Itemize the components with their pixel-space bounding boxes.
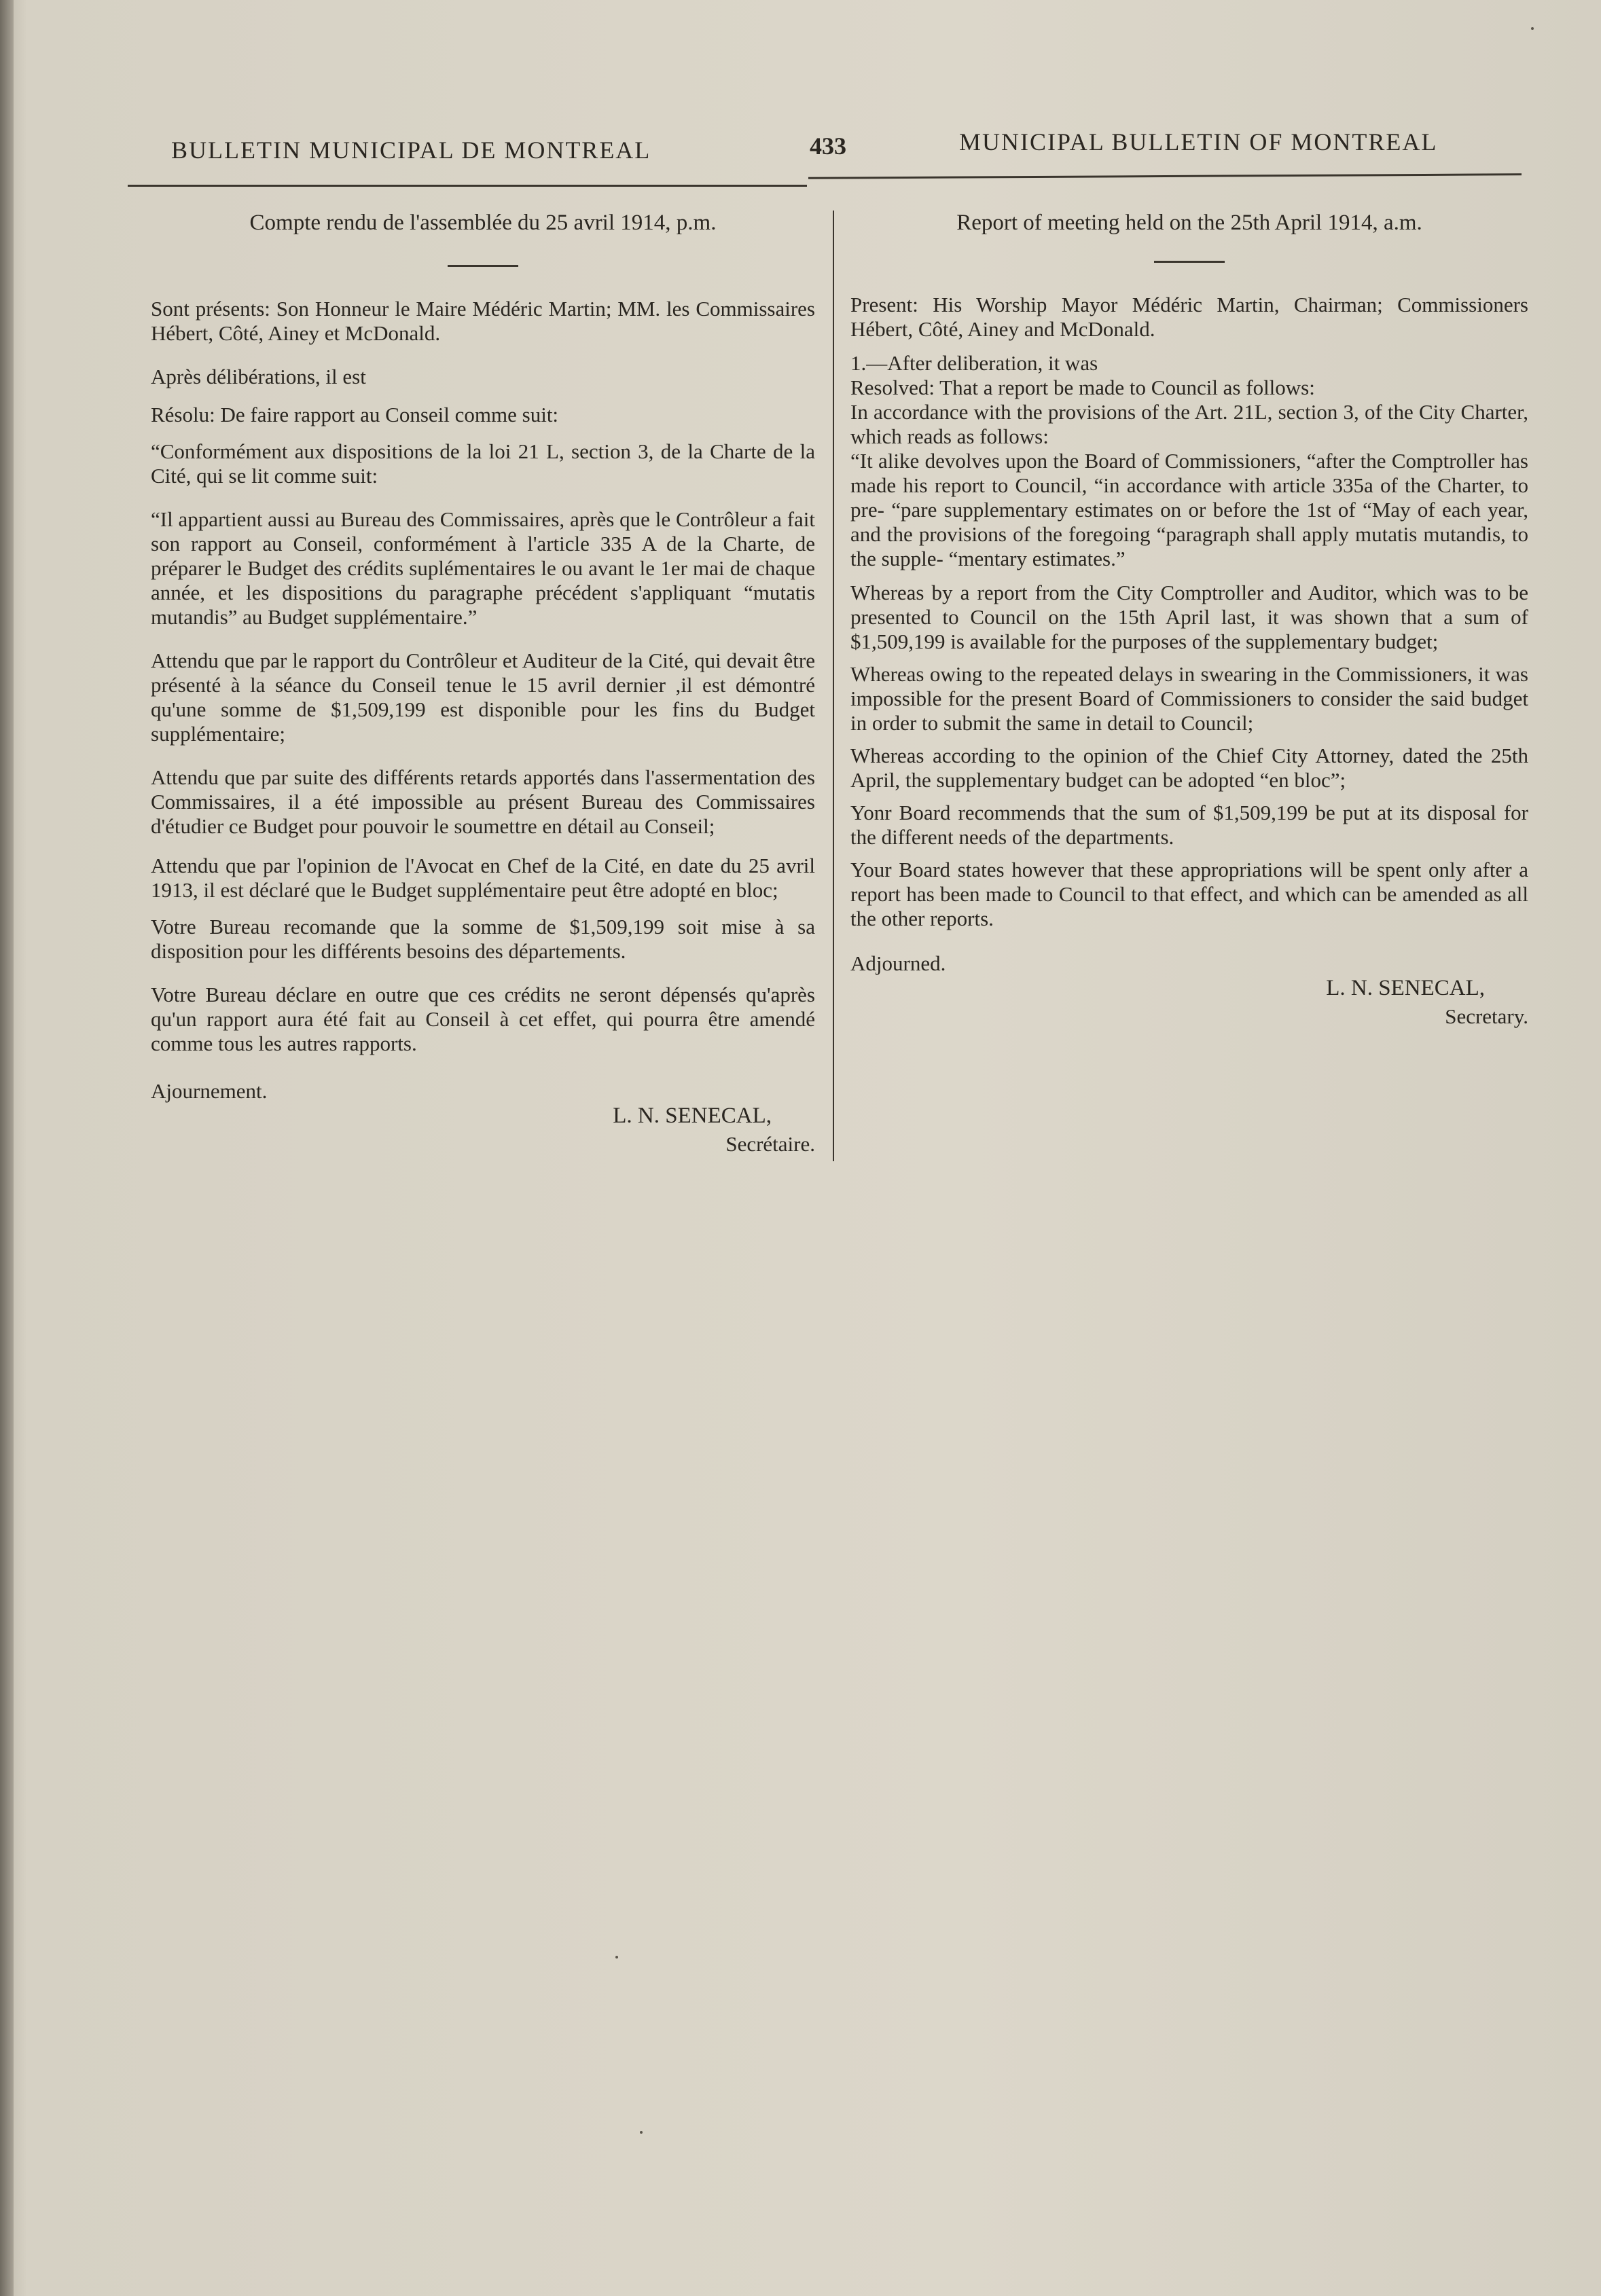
- french-adjourn: Ajournement.: [151, 1079, 268, 1103]
- english-paragraph: Resolved: That a report be made to Council as follows:: [850, 376, 1315, 399]
- paper-speck: [1531, 27, 1534, 30]
- french-paragraph: Attendu que par le rapport du Contrôleur et Auditeur de la Cité, qui devait être présenté à la séance du Conseil tenue le 15 avril dernier ,il est démontré qu'une somme de $1,509,199 est disponible pour les fins du Budget supplémentaire;: [151, 649, 815, 746]
- paper-speck: [640, 2131, 643, 2134]
- english-column: [850, 211, 1528, 1029]
- english-paragraph: Whereas according to the opinion of the Chief City Attorney, dated the 25th April, the supplementary budget can be adopted “en bloc”;: [850, 744, 1528, 792]
- english-paragraph: Your Board states however that these appropriations will be spent only after a report has been made to Council to that effect, and which can be amended as all the other reports.: [850, 858, 1528, 930]
- english-adjourn: Adjourned.: [850, 951, 946, 975]
- page-number: 433: [810, 132, 846, 160]
- french-paragraph: Après délibérations, il est: [151, 365, 366, 388]
- paper-speck: [615, 1956, 618, 1958]
- column-divider: [833, 211, 834, 1161]
- header-rule-right: [808, 173, 1522, 179]
- header-rule-left: [128, 185, 807, 187]
- english-paragraph: Yonr Board recommends that the sum of $1,509,199 be put at its disposal for the different needs of the departments.: [850, 801, 1528, 849]
- french-column: [151, 211, 815, 1156]
- french-signature: [151, 1104, 815, 1156]
- english-paragraph: “It alike devolves upon the Board of Commissioners, “after the Comptroller has made his report to Council, “in accordance with article 335a of the Charter, to pre- “pare supplementary estimates on or before the 1st of “May of each year, and the provisions of the foregoing “paragraph shall apply mutatis mutandis, to the supple- “mentary estimates.”: [850, 449, 1528, 570]
- french-paragraph: “Il appartient aussi au Bureau des Commissaires, après que le Contrôleur a fait son rapport au Conseil, conformément à l'article 335 A de la Charte, de préparer le Budget des crédits suplémentaires le ou avant le 1er mai de chaque année, et les dispositions du paragraphe précédent s'appliquant “mutatis mutandis” au Budget supplémentaire.”: [151, 507, 815, 629]
- english-title: Report of meeting held on the 25th April 1914, a.m.: [956, 211, 1422, 235]
- french-title-rule: [448, 265, 518, 267]
- french-signature-title: Secrétaire.: [725, 1132, 815, 1156]
- french-paragraph: “Conformément aux dispositions de la loi 21 L, section 3, de la Charte de la Cité, qui se lit comme suit:: [151, 439, 815, 488]
- page-binding-edge: [0, 0, 14, 2296]
- english-paragraph: Whereas owing to the repeated delays in swearing in the Commissioners, it was impossible for the present Board of Commissioners to consider the said budget in order to submit the same in detail to Council;: [850, 662, 1528, 735]
- header-title-english: MUNICIPAL BULLETIN OF MONTREAL: [959, 128, 1438, 156]
- french-paragraph: Sont présents: Son Honneur le Maire Médéric Martin; MM. les Commissaires Hébert, Côté, Ainey et McDonald.: [151, 297, 815, 345]
- english-paragraph: Whereas by a report from the City Comptroller and Auditor, which was to be presented to Council on the 15th April last, it was shown that a sum of $1,509,199 is available for the purposes of the supplementary budget;: [850, 581, 1528, 653]
- english-signature-title: Secretary.: [1445, 1004, 1528, 1028]
- french-paragraph: Résolu: De faire rapport au Conseil comme suit:: [151, 403, 559, 426]
- english-signature-name: L. N. SENECAL,: [1326, 976, 1485, 1000]
- page-header: [0, 122, 1601, 163]
- english-paragraph: 1.—After deliberation, it was: [850, 351, 1098, 375]
- english-title-rule: [1154, 261, 1225, 263]
- header-title-french: BULLETIN MUNICIPAL DE MONTREAL: [171, 136, 651, 164]
- english-paragraph: Present: His Worship Mayor Médéric Martin, Chairman; Commissioners Hébert, Côté, Ainey and McDonald.: [850, 293, 1528, 341]
- french-paragraph: Votre Bureau recomande que la somme de $1,509,199 soit mise à sa disposition pour les différents besoins des départements.: [151, 915, 815, 963]
- french-paragraph: Votre Bureau déclare en outre que ces crédits ne seront dépensés qu'après qu'un rapport aura été fait au Conseil à cet effet, qui pourra être amendé comme tous les autres rapports.: [151, 983, 815, 1055]
- french-paragraph: Attendu que par suite des différents retards apportés dans l'assermentation des Commissaires, il a été impossible au présent Bureau des Commissaires d'étudier ce Budget pour pouvoir le soumettre en détail au Conseil;: [151, 765, 815, 838]
- french-title: Compte rendu de l'assemblée du 25 avril 1914, p.m.: [249, 211, 717, 235]
- english-signature: [850, 976, 1528, 1029]
- english-paragraph: In accordance with the provisions of the Art. 21L, section 3, of the City Charter, which reads as follows:: [850, 400, 1528, 448]
- french-paragraph: Attendu que par l'opinion de l'Avocat en Chef de la Cité, en date du 25 avril 1913, il est déclaré que le Budget supplémentaire peut être adopté en bloc;: [151, 854, 815, 902]
- french-signature-name: L. N. SENECAL,: [613, 1104, 772, 1128]
